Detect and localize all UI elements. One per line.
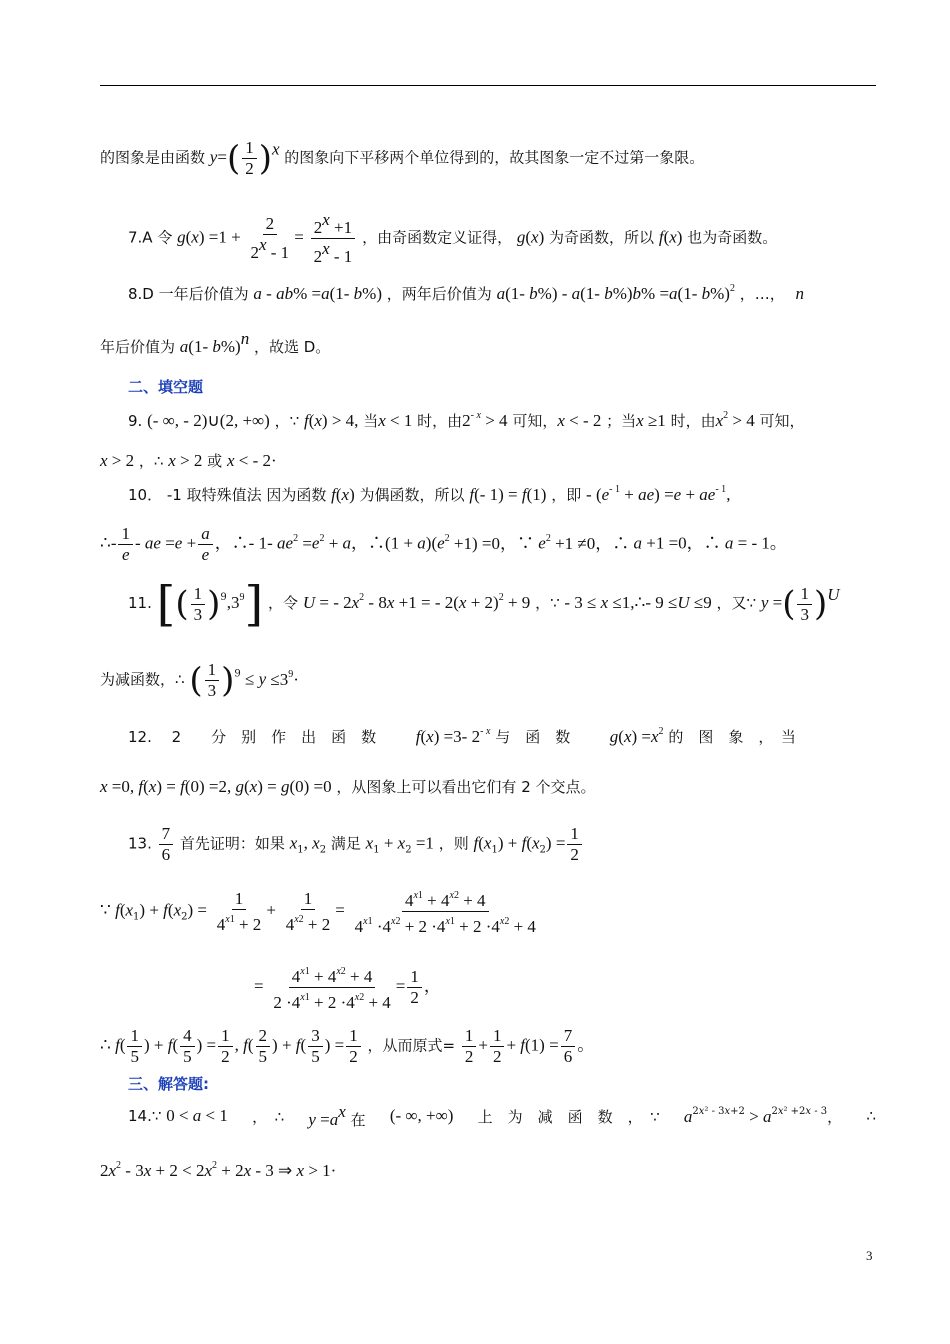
answer-12: 12. 2 分 别 作 出 函 数 f(x) =3- $2^{- x}$ 与 函 数 $g(x) =x^2$ 的 图 象 ， 当 [128,726,796,746]
answer-8-cont: 年后价值为 a(1- b%)$^n$ ，故选 D。 [100,329,331,356]
answer-9: 9. (- ∞, - 2)∪(2, +∞) ，∵ f(x) > 4, 当x < 1 时，由$2^{- x} > 4$ 可知，x < - 2 ；当x ≥1 时，由$x^2 > 4$ 可知， [128,410,805,430]
header-rule [100,85,876,86]
answer-13-eq2: = $\frac{4^{x1} + 4^{x2} + 4}{2 \cdot 4^{x1} + 2 \cdot 4^{x2} + 4}$ = $\frac{1}{2}$ ， [254,962,441,1013]
answer-10: 10． -1 取特殊值法 因为函数 f(x) 为偶函数，所以 f(- 1) = f(1) ，即 - $(e^{- 1} + ae) =e + ae^{- 1}$, [128,484,731,504]
section-fill-blank: 二、填空题 [128,378,204,396]
answer-11-cont: 为减函数，∴ ( $\frac{1}{3}$ )$^9 \le y \le 3^9\cdot$ [100,660,299,701]
answer-8: 8.D 一年后价值为 a - ab% =a(1- b%) ，两年后价值为 a(1- b%) - a(1- b%)b% =a(1- b%)$^2$ ，…， n [128,283,805,303]
answer-10-cont: ∴- $\frac{1}{e}$ - ae =e + $\frac{a}{e}$ ，∴- 1- $ae^2 =e^2 + a$，∴(1 + $a)(e^2 +1) =0$，∵ $e^2 +1 \ne 0$，∴ a +1 =0，∴ a = - 1。 [100,524,787,564]
page-number: 3 [866,1248,873,1263]
answer-12-cont: x =0, f(x) = f(0) =2, g(x) = g(0) =0 ，从图象上可以看出它们有 2 个交点。 [100,777,596,796]
answer-14: 14.∵ 0 < a < 1 ， ∴ $y =a^x$ 在 (- ∞, +∞) 上 为 减 函 数 ， ∵ $a^{2x^2 - 3x+2} > a^{2x^2 +2x - 3}$， ∴ [128,1102,876,1129]
answer-14-cont: $2x^2 - 3x + 2 < 2x^2 + 2x - 3$ ⇒ x > 1· [100,1160,337,1180]
answer-11: 11. [( $\frac{1}{3}$ )$^9,3^9$] ，令 U = - $2x^2 - 8x +1$ = - $2(x + 2)^2 + 9$ ，∵ - 3 ≤ x ≤1,∴- 9 ≤U ≤9 ，又∵ y =( $\frac{1}{3}$ )$^U$ [128,576,840,632]
answer-7: 7.A 令 g(x) =1 + $\frac{2}{2^x - 1}$ = $\frac{2^x +1}{2^x - 1}$ ，由奇函数定义证得， g(x) 为奇函数，所以 f(x) 也为奇函数。 [128,210,778,266]
answer-13-eq1: ∵ $f(x_1) + f(x_2)$ = $\frac{1}{4^{x1} + 2}$ + $\frac{1}{4^{x2} + 2}$ = $\frac{4^{x1} + 4^{x2} + 4}{4^{x1} \cdot 4^{x2} + 2 \cdot 4^{x1} + 2 \cdot 4^{x2} + 4}$ [100,886,541,937]
answer-13: 13. $\frac{7}{6}$ 首先证明：如果 $x_1$, $x_2$ 满足 $x_1 + x_2 =1$ ，则 $f(x_1) + f(x_2)$ = $\frac{1}{2}$ [128,824,584,865]
line-continuation: 的图象是由函数 y=( $\frac{1}{2}$ )$^x$ 的图象向下平移两个单位得到的，故其图象一定不过第一象限。 [100,138,705,179]
answer-13-eq3: ∴ f( $\frac{1}{5}$ ) + f( $\frac{4}{5}$ ) = $\frac{1}{2}$ , f( $\frac{2}{5}$ ) + f( $\frac{3}{5}$ ) = $\frac{1}{2}$ ，从而原式= $\frac{1}{2}$ + $\frac{1}{2}$ + f(1) = $\frac{7}{6}$ 。 [100,1026,595,1066]
section-answers: 三、解答题: [128,1075,209,1093]
answer-9-cont: x > 2 ，∴ x > 2 或 x < - 2· [100,451,277,470]
